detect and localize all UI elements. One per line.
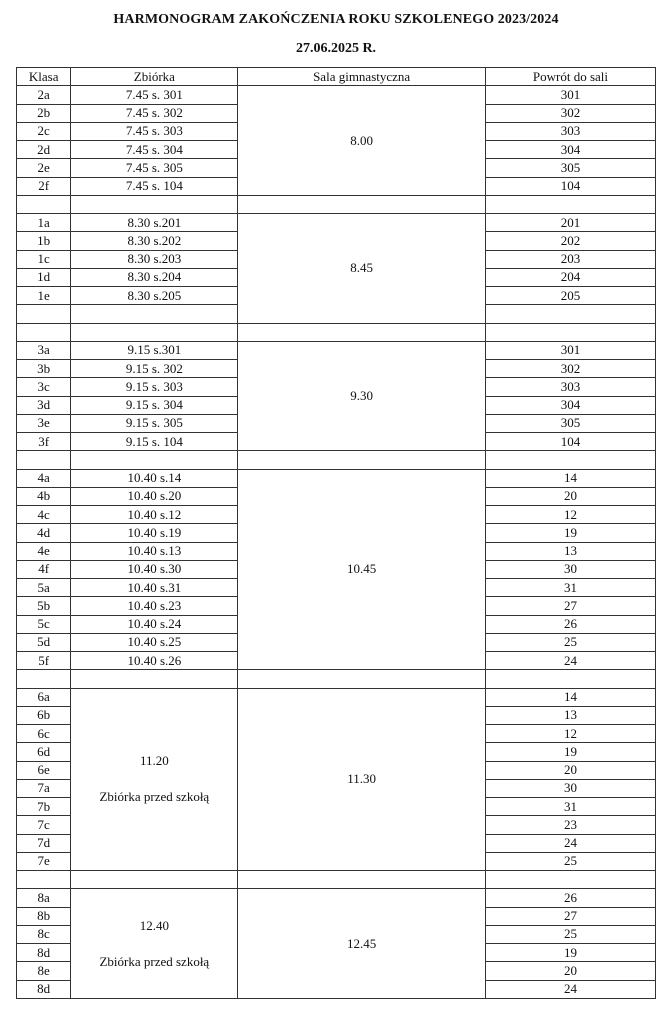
cell-zbiorka: 10.40 s.13	[71, 542, 238, 560]
cell-powrot: 12	[485, 725, 655, 743]
separator-row	[17, 323, 656, 341]
spacer	[71, 934, 237, 954]
cell-powrot: 25	[485, 852, 655, 870]
cell-klasa: 4a	[17, 469, 71, 487]
cell-powrot: 14	[485, 688, 655, 706]
separator-cell	[238, 323, 486, 341]
cell-klasa: 8a	[17, 889, 71, 907]
cell-klasa: 3e	[17, 414, 71, 432]
cell-powrot: 27	[485, 907, 655, 925]
cell-powrot: 31	[485, 798, 655, 816]
cell-klasa: 7e	[17, 852, 71, 870]
cell-zbiorka: 9.15 s. 302	[71, 360, 238, 378]
cell-klasa: 2c	[17, 122, 71, 140]
separator-cell	[17, 195, 71, 213]
cell-klasa: 5a	[17, 579, 71, 597]
separator-cell	[71, 871, 238, 889]
cell-klasa: 8d	[17, 944, 71, 962]
cell-klasa: 3b	[17, 360, 71, 378]
cell-zbiorka: 7.45 s. 301	[71, 86, 238, 104]
cell-zbiorka: 7.45 s. 302	[71, 104, 238, 122]
separator-row	[17, 670, 656, 688]
cell-klasa: 3c	[17, 378, 71, 396]
cell-sala: 9.30	[238, 341, 486, 451]
cell-zbiorka: 10.40 s.23	[71, 597, 238, 615]
cell-zbiorka: 10.40 s.12	[71, 506, 238, 524]
cell-powrot: 19	[485, 944, 655, 962]
cell-klasa: 7a	[17, 779, 71, 797]
cell-klasa: 5c	[17, 615, 71, 633]
cell-powrot: 302	[485, 104, 655, 122]
zbiorka-note: Zbiórka przed szkołą	[99, 789, 210, 805]
table-row	[17, 889, 656, 907]
zbiorka-time: 12.40	[139, 917, 169, 933]
separator-cell	[17, 323, 71, 341]
cell-powrot: 27	[485, 597, 655, 615]
cell-zbiorka: 8.30 s.205	[71, 287, 238, 305]
cell-klasa: 2b	[17, 104, 71, 122]
cell-klasa: 6a	[17, 688, 71, 706]
cell-sala: 11.30	[238, 688, 486, 871]
cell-zbiorka-merged	[71, 688, 238, 871]
cell-powrot: 301	[485, 341, 655, 359]
cell-zbiorka	[71, 305, 238, 323]
cell-klasa: 4e	[17, 542, 71, 560]
cell-powrot: 305	[485, 159, 655, 177]
separator-cell	[17, 451, 71, 469]
cell-zbiorka: 7.45 s. 303	[71, 122, 238, 140]
zbiorka-time: 11.20	[139, 753, 169, 769]
cell-powrot: 201	[485, 214, 655, 232]
cell-klasa: 7b	[17, 798, 71, 816]
schedule-body	[17, 86, 656, 999]
spacer	[71, 769, 237, 789]
cell-powrot: 30	[485, 779, 655, 797]
cell-powrot: 24	[485, 834, 655, 852]
separator-cell	[238, 195, 486, 213]
separator-cell	[17, 871, 71, 889]
cell-powrot: 19	[485, 743, 655, 761]
header-klasa: Klasa	[17, 68, 71, 86]
zbiorka-note: Zbiórka przed szkołą	[99, 953, 210, 969]
cell-zbiorka: 8.30 s.204	[71, 268, 238, 286]
separator-cell	[71, 670, 238, 688]
cell-powrot: 202	[485, 232, 655, 250]
cell-klasa: 1c	[17, 250, 71, 268]
cell-powrot: 12	[485, 506, 655, 524]
cell-zbiorka: 9.15 s.301	[71, 341, 238, 359]
cell-klasa: 8d	[17, 980, 71, 998]
cell-zbiorka-merged	[71, 889, 238, 999]
separator-cell	[485, 670, 655, 688]
separator-row	[17, 871, 656, 889]
cell-powrot: 23	[485, 816, 655, 834]
cell-powrot: 303	[485, 122, 655, 140]
separator-cell	[485, 451, 655, 469]
separator-cell	[485, 323, 655, 341]
cell-sala: 8.00	[238, 86, 486, 196]
document-date: 27.06.2025 R.	[295, 41, 377, 56]
cell-powrot: 304	[485, 141, 655, 159]
cell-zbiorka: 9.15 s. 104	[71, 433, 238, 451]
cell-klasa: 6e	[17, 761, 71, 779]
cell-powrot: 30	[485, 560, 655, 578]
separator-cell	[71, 195, 238, 213]
cell-klasa: 7c	[17, 816, 71, 834]
cell-zbiorka: 9.15 s. 303	[71, 378, 238, 396]
cell-klasa: 6d	[17, 743, 71, 761]
cell-klasa: 2a	[17, 86, 71, 104]
cell-powrot: 19	[485, 524, 655, 542]
cell-zbiorka: 10.40 s.24	[71, 615, 238, 633]
cell-powrot: 301	[485, 86, 655, 104]
cell-powrot: 20	[485, 962, 655, 980]
cell-klasa: 7d	[17, 834, 71, 852]
cell-powrot: 13	[485, 542, 655, 560]
separator-cell	[485, 871, 655, 889]
cell-klasa: 1a	[17, 214, 71, 232]
table-row	[17, 688, 656, 706]
cell-powrot: 104	[485, 433, 655, 451]
cell-zbiorka: 7.45 s. 304	[71, 141, 238, 159]
document-title: HARMONOGRAM ZAKOŃCZENIA ROKU SZKOLENEGO 2023/2024	[113, 12, 559, 27]
cell-klasa: 4c	[17, 506, 71, 524]
cell-powrot: 20	[485, 761, 655, 779]
header-sala: Sala gimnastyczna	[238, 68, 486, 86]
cell-powrot: 24	[485, 980, 655, 998]
table-row	[17, 214, 656, 232]
cell-powrot: 25	[485, 925, 655, 943]
cell-powrot: 203	[485, 250, 655, 268]
cell-klasa: 5f	[17, 652, 71, 670]
cell-zbiorka: 8.30 s.203	[71, 250, 238, 268]
cell-klasa: 1d	[17, 268, 71, 286]
cell-sala: 10.45	[238, 469, 486, 670]
cell-sala: 8.45	[238, 214, 486, 324]
separator-cell	[238, 451, 486, 469]
cell-klasa: 8c	[17, 925, 71, 943]
table-row	[17, 341, 656, 359]
cell-powrot: 13	[485, 706, 655, 724]
cell-klasa: 4d	[17, 524, 71, 542]
cell-zbiorka: 10.40 s.31	[71, 579, 238, 597]
table-row	[17, 469, 656, 487]
cell-zbiorka: 7.45 s. 104	[71, 177, 238, 195]
cell-klasa: 4f	[17, 560, 71, 578]
cell-klasa: 3d	[17, 396, 71, 414]
separator-cell	[71, 451, 238, 469]
cell-powrot	[485, 305, 655, 323]
cell-powrot: 26	[485, 889, 655, 907]
separator-row	[17, 451, 656, 469]
header-row	[17, 68, 656, 86]
separator-cell	[238, 670, 486, 688]
cell-klasa: 2e	[17, 159, 71, 177]
separator-cell	[485, 195, 655, 213]
cell-zbiorka: 7.45 s. 305	[71, 159, 238, 177]
cell-zbiorka: 8.30 s.202	[71, 232, 238, 250]
cell-klasa: 4b	[17, 487, 71, 505]
cell-klasa: 3f	[17, 433, 71, 451]
cell-klasa: 2f	[17, 177, 71, 195]
cell-klasa: 5b	[17, 597, 71, 615]
cell-klasa: 8b	[17, 907, 71, 925]
cell-powrot: 24	[485, 652, 655, 670]
separator-cell	[71, 323, 238, 341]
cell-powrot: 104	[485, 177, 655, 195]
cell-klasa: 8e	[17, 962, 71, 980]
separator-row	[17, 195, 656, 213]
cell-klasa: 3a	[17, 341, 71, 359]
cell-powrot: 305	[485, 414, 655, 432]
schedule-table	[16, 67, 656, 999]
cell-zbiorka: 10.40 s.14	[71, 469, 238, 487]
cell-klasa	[17, 305, 71, 323]
cell-zbiorka: 10.40 s.30	[71, 560, 238, 578]
cell-powrot: 302	[485, 360, 655, 378]
cell-klasa: 5d	[17, 633, 71, 651]
cell-powrot: 304	[485, 396, 655, 414]
cell-zbiorka: 10.40 s.25	[71, 633, 238, 651]
cell-powrot: 25	[485, 633, 655, 651]
cell-klasa: 6c	[17, 725, 71, 743]
cell-powrot: 14	[485, 469, 655, 487]
cell-powrot: 205	[485, 287, 655, 305]
header-zbiorka: Zbiórka	[71, 68, 238, 86]
separator-cell	[238, 871, 486, 889]
separator-cell	[17, 670, 71, 688]
cell-zbiorka: 10.40 s.26	[71, 652, 238, 670]
cell-powrot: 20	[485, 487, 655, 505]
cell-zbiorka: 9.15 s. 304	[71, 396, 238, 414]
cell-klasa: 2d	[17, 141, 71, 159]
cell-zbiorka: 10.40 s.20	[71, 487, 238, 505]
cell-powrot: 31	[485, 579, 655, 597]
cell-zbiorka: 8.30 s.201	[71, 214, 238, 232]
cell-klasa: 6b	[17, 706, 71, 724]
header-powrot: Powrót do sali	[485, 68, 655, 86]
cell-powrot: 303	[485, 378, 655, 396]
cell-zbiorka: 10.40 s.19	[71, 524, 238, 542]
table-row	[17, 86, 656, 104]
cell-klasa: 1b	[17, 232, 71, 250]
cell-zbiorka: 9.15 s. 305	[71, 414, 238, 432]
cell-powrot: 26	[485, 615, 655, 633]
cell-powrot: 204	[485, 268, 655, 286]
cell-klasa: 1e	[17, 287, 71, 305]
cell-sala: 12.45	[238, 889, 486, 999]
